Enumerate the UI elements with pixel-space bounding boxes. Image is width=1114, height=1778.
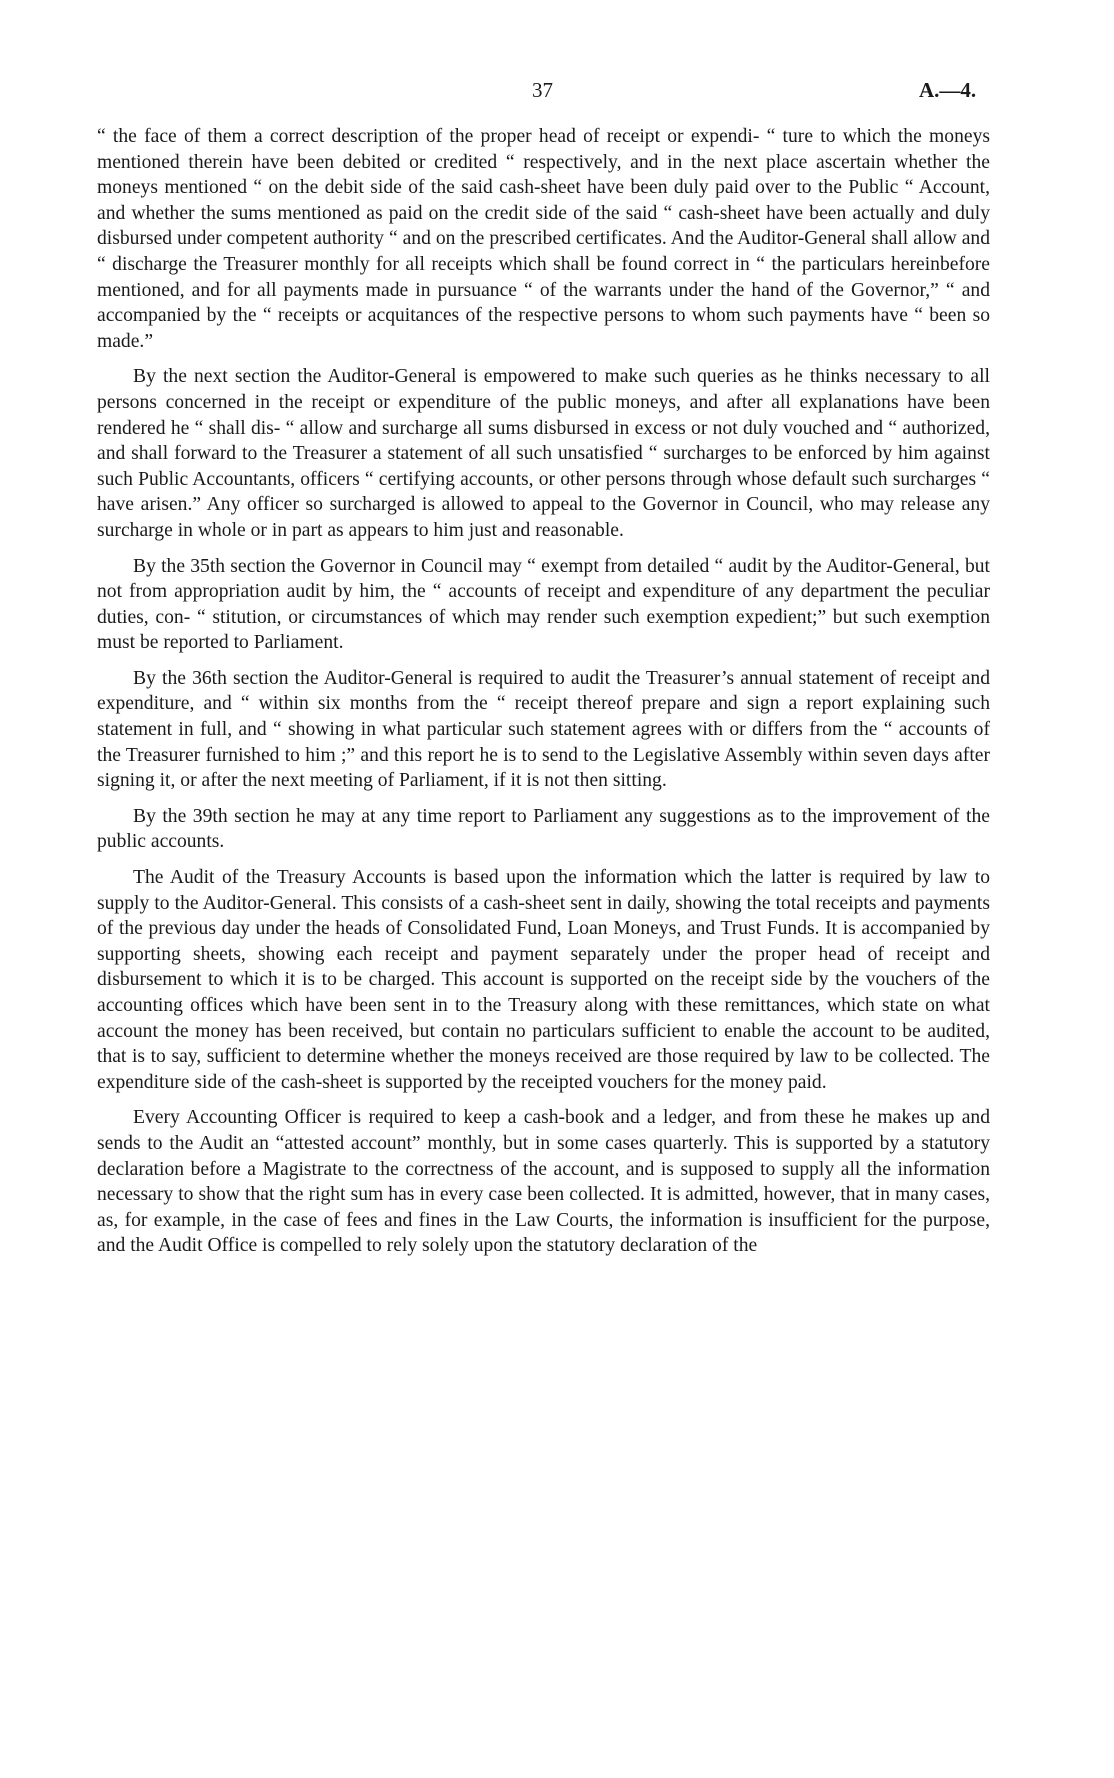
paragraph-treasury-audit: The Audit of the Treasury Accounts is based upon the information which the latter is required by law to supply to the Auditor-General. This consists of a cash-sheet sent in daily, showing the total receipts and payments of the previous day under the heads of Consolidated Fund, Loan Moneys, and Trust Funds. It is accompanied by supporting sheets, showing each receipt and payment separately under the proper head of receipt and disbursement to which it is to be charged. This account is supported on the receipt side by the vouchers of the accounting offices which have been sent in to the Treasury along with these remittances, which state on what account the money has been received, but contain no particulars sufficient to enable the account to be audited, that is to say, sufficient to determine whether the moneys received are those required by law to be collected. The expenditure side of the cash-sheet is supported by the receipted vouchers for the money paid. [97, 867, 990, 1093]
paragraph-act-quotation: “ the face of them a correct description of the proper head of receipt or expendi- “ ture to which the moneys mentioned therein have been debited or credited “ respectively, and in the next place ascertain whether the moneys mentioned “ on the debit side of the said cash-sheet have been duly paid over to the Public “ Account, and whether the sums mentioned as paid on the credit side of the said “ cash-sheet have been actually and duly disbursed under competent authority “ and on the prescribed certificates. And the Auditor-General shall allow and “ discharge the Treasurer monthly for all receipts which shall be found correct in “ the particulars hereinbefore mentioned, and for all payments made in pursuance “ of the warrants under the hand of the Governor,” “ and accompanied by the “ receipts or acquitances of the respective persons to whom such payments have “ been so made.” [97, 126, 990, 352]
page-number: 37 [532, 78, 553, 102]
paragraph-35th-section: By the 35th section the Governor in Council may “ exempt from detailed “ audit by the Auditor-General, but not from appropriation audit by him, the “ accounts of receipt and expenditure of any department the peculiar duties, con- “ stitution, or circumstances of which may render such exemption expedient;” but such exemption must be reported to Parliament. [97, 555, 990, 654]
paragraph-accounting-officer: Every Accounting Officer is required to keep a cash-book and a ledger, and from these he makes up and sends to the Audit an “attested account” monthly, but in some cases quarterly. This is supported by a statutory declaration before a Magistrate to the correctness of the account, and is supposed to supply all the information necessary to show that the right sum has in every case been collected. It is admitted, however, that in many cases, as, for example, in the case of fees and fines in the Law Courts, the information is insufficient for the purpose, and the Audit Office is compelled to rely solely upon the statutory declaration of the [97, 1107, 990, 1257]
paper-reference: A.—4. [919, 78, 977, 102]
page-header [0, 78, 1114, 108]
body-text [97, 124, 990, 1269]
paragraph-36th-section: By the 36th section the Auditor-General is required to audit the Treasurer’s annual statement of receipt and expenditure, and “ within six months from the “ receipt thereof prepare and sign a report explaining such statement in full, and “ showing in what particular such statement agrees with or differs from the “ accounts of the Treasurer furnished to him ;” and this report he is to send to the Legislative Assembly within seven days after signing it, or after the next meeting of Parliament, if it is not then sitting. [97, 667, 990, 792]
paragraph-39th-section: By the 39th section he may at any time report to Parliament any suggestions as to the improvement of the public accounts. [97, 805, 990, 853]
paragraph-next-section: By the next section the Auditor-General is empowered to make such queries as he thinks necessary to all persons concerned in the receipt or expenditure of the public moneys, and after all explanations have been rendered he “ shall dis- “ allow and surcharge all sums disbursed in excess or not duly vouched and “ authorized, and shall forward to the Treasurer a statement of all such unsatisfied “ surcharges to be enforced by him against such Public Accountants, officers “ certifying accounts, or other persons through whose default such surcharges “ have arisen.” Any officer so surcharged is allowed to appeal to the Governor in Council, who may release any surcharge in whole or in part as appears to him just and reasonable. [97, 366, 990, 541]
